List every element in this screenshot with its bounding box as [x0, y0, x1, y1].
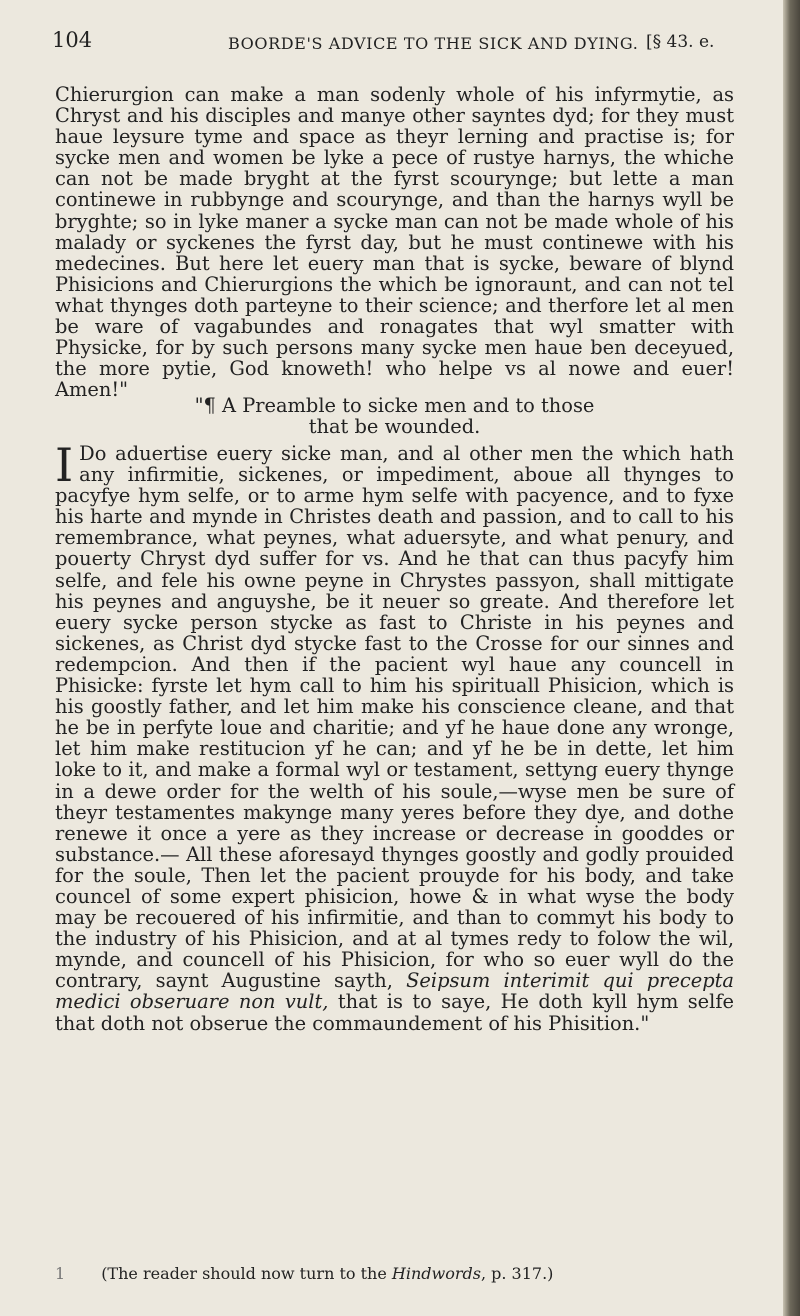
latin-quotation: Seipsum interimit qui precepta medici obseruare non vult, [55, 969, 734, 1014]
footnote-text: (The reader should now turn to the [101, 1264, 387, 1283]
footnote-mark: 1 [55, 1264, 66, 1283]
footnote-italic: Hindwords [391, 1264, 481, 1283]
paragraph-2 [55, 438, 735, 1035]
footnote-after: , p. 317.) [480, 1264, 554, 1283]
page-number: 104 [52, 28, 93, 52]
drop-cap: I [55, 438, 74, 492]
paragraph-1: Chierurgion can make a man sodenly whole of his infyrmytie, as Chryst and his disciples and manye other sayntes dyd; for they must haue leysure tyme and space as theyr lerning and practise is; for sycke men and women be lyke a pece of rustye harnys, the whiche can not be made bryght at the fyrst scourynge; but lette a man continewe in rubbynge and scourynge, and than the harnys wyll be bryghte; so in lyke maner a sycke man can not be made whole of his malady or syckenes the fyrst day, but he must continewe with his medecines. But here let euery man that is sycke, beware of blynd Phisicions and Chierurgions the which be ignoraunt, and can not tel what thynges doth parteyne to their science; and therfore let al men be ware of vagabundes and ronagates that wyl smatter with Physicke, for by such persons many sycke men haue ben deceyued, the more pytie, God knoweth! who helpe vs al nowe and euer! Amen!" [55, 83, 734, 402]
footnote [55, 1264, 734, 1284]
page-header [0, 30, 783, 60]
paragraph-2-text: Do aduertise euery sicke man, and al other men the which hath any infirmitie, sickenes, or impediment, aboue all thynges to pacyfye hym selfe, or to arme hym selfe with pacyence, and to fyxe his harte and mynde in Christes death and passion, and to call to his remembrance, what peynes, what aduersyte, and what penury, and pouerty Chryst dyd suffer for vs. And he that can thus pacyfy him selfe, and fele his owne peyne in Chrystes passyon, shall mittigate his peynes and anguyshe, be it neuer so greate. And therefore let euery sycke person stycke as fast to Christe in his peynes and sickenes, as Christ dyd stycke fast to the Crosse for our sinnes and redempcion. And then if the pacient wyl haue any councell in Phisicke: fyrste let hym call to him his spirituall Phisicion, which is his goostly father, and let him make his conscience cleane, and that he be in perfyte loue and charitie; and yf he haue done any wronge, let him make restitucion yf he can; and yf he be in dette, let him loke to it, and make a formal wyl or testament, settyng euery thynge in a dewe order for the welth of his soule,—wyse men be sure of theyr testamentes makynge many yeres before they dye, and dothe renewe it once a yere as they increase or decrease in gooddes or substance.— All these aforesayd thynges goostly and godly prouided for the soule, Then let the pacient prouyde for his body, and take councel of some expert phisicion, howe & in what wyse the body may be recouered of his infirmitie, and than to commyt his body to the industry of his Phisicion, and at al tymes redy to folow the wil, mynde, and councell of his Phisicion, for who so euer wyll do the contrary, saynt Augustine sayth, [55, 442, 734, 993]
preamble-heading-line-2: that be wounded. [308, 415, 481, 438]
preamble-heading [55, 395, 734, 437]
preamble-heading-line-1: "¶ A Preamble to sicke men and to those [194, 394, 595, 417]
paragraph-2-ending: that is to saye, He doth kyll hym selfe that doth not obserue the commaundement of his Phisition." [55, 990, 735, 1035]
page-edge [783, 0, 800, 1316]
running-head: BOORDE'S ADVICE TO THE SICK AND DYING. [228, 34, 639, 53]
section-reference: [§ 43. e. [646, 32, 715, 52]
